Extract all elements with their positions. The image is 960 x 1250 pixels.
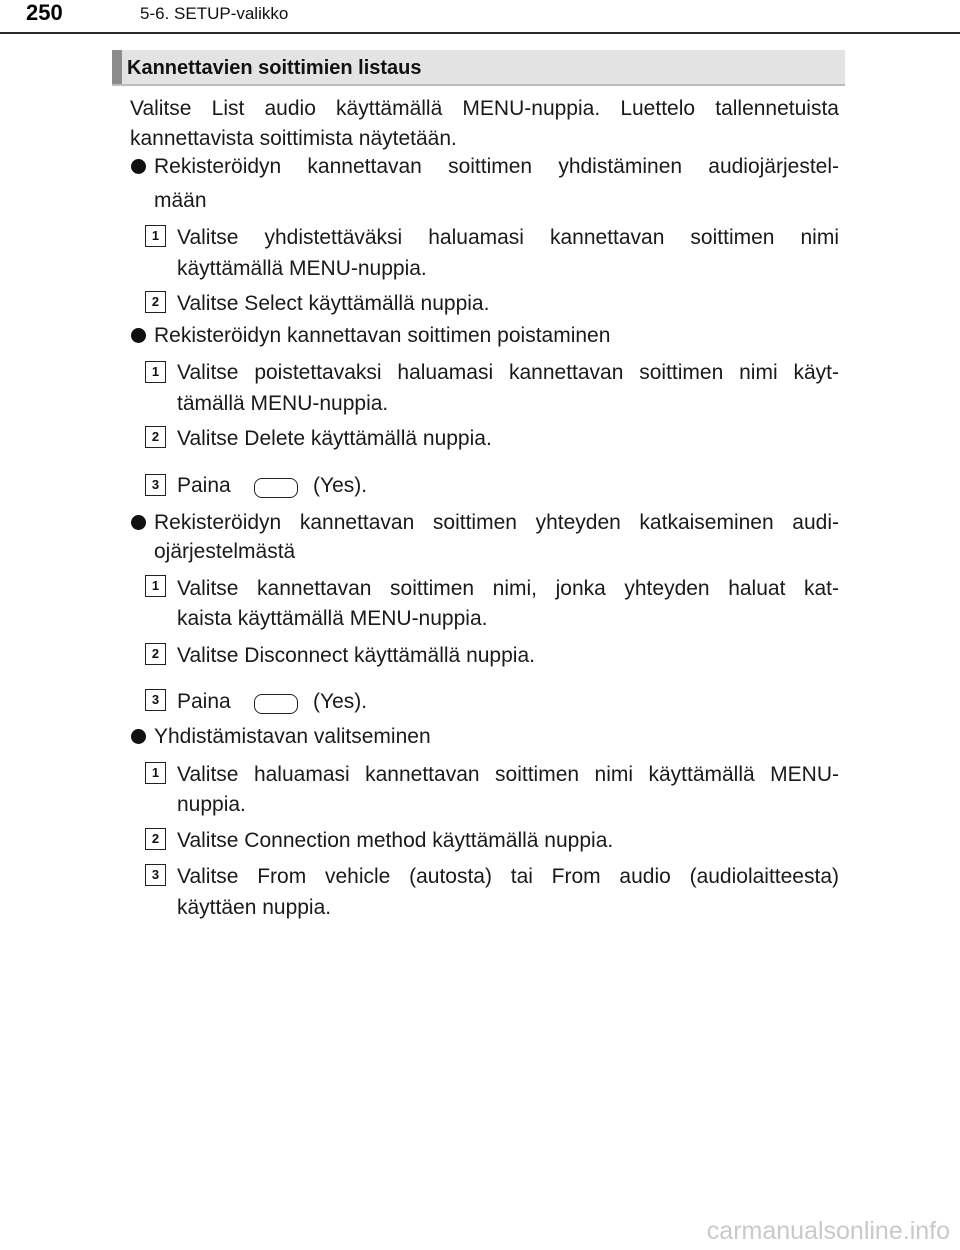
- page-number: 250: [26, 0, 63, 25]
- block-1-step-2-text: Valitse Select käyttämällä nuppia.: [177, 292, 490, 315]
- block-4-heading: Yhdistämistavan valitseminen: [154, 725, 431, 748]
- step-number-badge: 3: [145, 864, 166, 886]
- block-4-step-3-line-1: Valitse From vehicle (autosta) tai From audio (audiolaitteesta): [177, 865, 839, 888]
- step-number-badge: 2: [145, 828, 166, 850]
- block-1-heading-line-1: Rekisteröidyn kannettavan soittimen yhdistäminen audiojärjestel-: [154, 155, 839, 178]
- step-number-badge: 3: [145, 689, 166, 711]
- step-number-badge: 1: [145, 361, 166, 383]
- step-number-badge: 1: [145, 762, 166, 784]
- block-4-step-2-text: Valitse Connection method käyttämällä nuppia.: [177, 829, 614, 852]
- block-3-heading-line-2: ojärjestelmästä: [154, 540, 296, 563]
- block-4-step-1-line-1: Valitse haluamasi kannettavan soittimen nimi käyttämällä MENU-: [177, 763, 839, 786]
- intro-line-1: Valitse List audio käyttämällä MENU-nuppia. Luettelo tallennetuista: [130, 97, 839, 120]
- block-3-step-3-post: (Yes).: [313, 690, 368, 713]
- step-number-badge: 3: [145, 474, 166, 496]
- block-2-step-3-post: (Yes).: [313, 474, 368, 497]
- block-4-step-3-line-2: käyttäen nuppia.: [177, 896, 332, 919]
- yes-button-icon: [254, 694, 298, 714]
- block-3-step-1-line-2: kaista käyttämällä MENU-nuppia.: [177, 607, 488, 630]
- step-number-badge: 1: [145, 225, 166, 247]
- block-1-step-1-line-1: Valitse yhdistettäväksi haluamasi kannettavan soittimen nimi: [177, 226, 839, 249]
- block-2-step-3-pre: Paina: [177, 474, 231, 497]
- bullet-icon: [131, 328, 146, 343]
- block-2-step-1-line-2: tämällä MENU-nuppia.: [177, 392, 389, 415]
- section-title: Kannettavien soittimien listaus: [127, 57, 422, 79]
- bullet-icon: [131, 729, 146, 744]
- block-3-step-1-line-1: Valitse kannettavan soittimen nimi, jonka yhteyden haluat kat-: [177, 577, 839, 600]
- block-1-step-1-line-2: käyttämällä MENU-nuppia.: [177, 257, 427, 280]
- block-1-heading-line-2: mään: [154, 189, 207, 212]
- block-3-heading-line-1: Rekisteröidyn kannettavan soittimen yhteyden katkaiseminen audi-: [154, 511, 839, 534]
- block-2-step-1-line-1: Valitse poistettavaksi haluamasi kannettavan soittimen nimi käyt-: [177, 361, 839, 384]
- step-number-badge: 2: [145, 291, 166, 313]
- intro-line-2: kannettavista soittimista näytetään.: [130, 127, 457, 150]
- step-number-badge: 2: [145, 426, 166, 448]
- block-3-step-3-pre: Paina: [177, 690, 231, 713]
- section-title-accent: [112, 50, 122, 84]
- block-2-heading: Rekisteröidyn kannettavan soittimen poistaminen: [154, 324, 611, 347]
- block-2-step-2-text: Valitse Delete käyttämällä nuppia.: [177, 427, 492, 450]
- step-number-badge: 1: [145, 575, 166, 597]
- watermark: carmanualsonline.info: [706, 1217, 950, 1245]
- step-number-badge: 2: [145, 643, 166, 665]
- chapter-header: 5-6. SETUP-valikko: [140, 4, 289, 23]
- block-4-step-1-line-2: nuppia.: [177, 793, 246, 816]
- header-divider: [0, 32, 960, 34]
- bullet-icon: [131, 515, 146, 530]
- section-title-bar: [112, 50, 845, 86]
- bullet-icon: [131, 159, 146, 174]
- yes-button-icon: [254, 478, 298, 498]
- block-3-step-2-text: Valitse Disconnect käyttämällä nuppia.: [177, 644, 535, 667]
